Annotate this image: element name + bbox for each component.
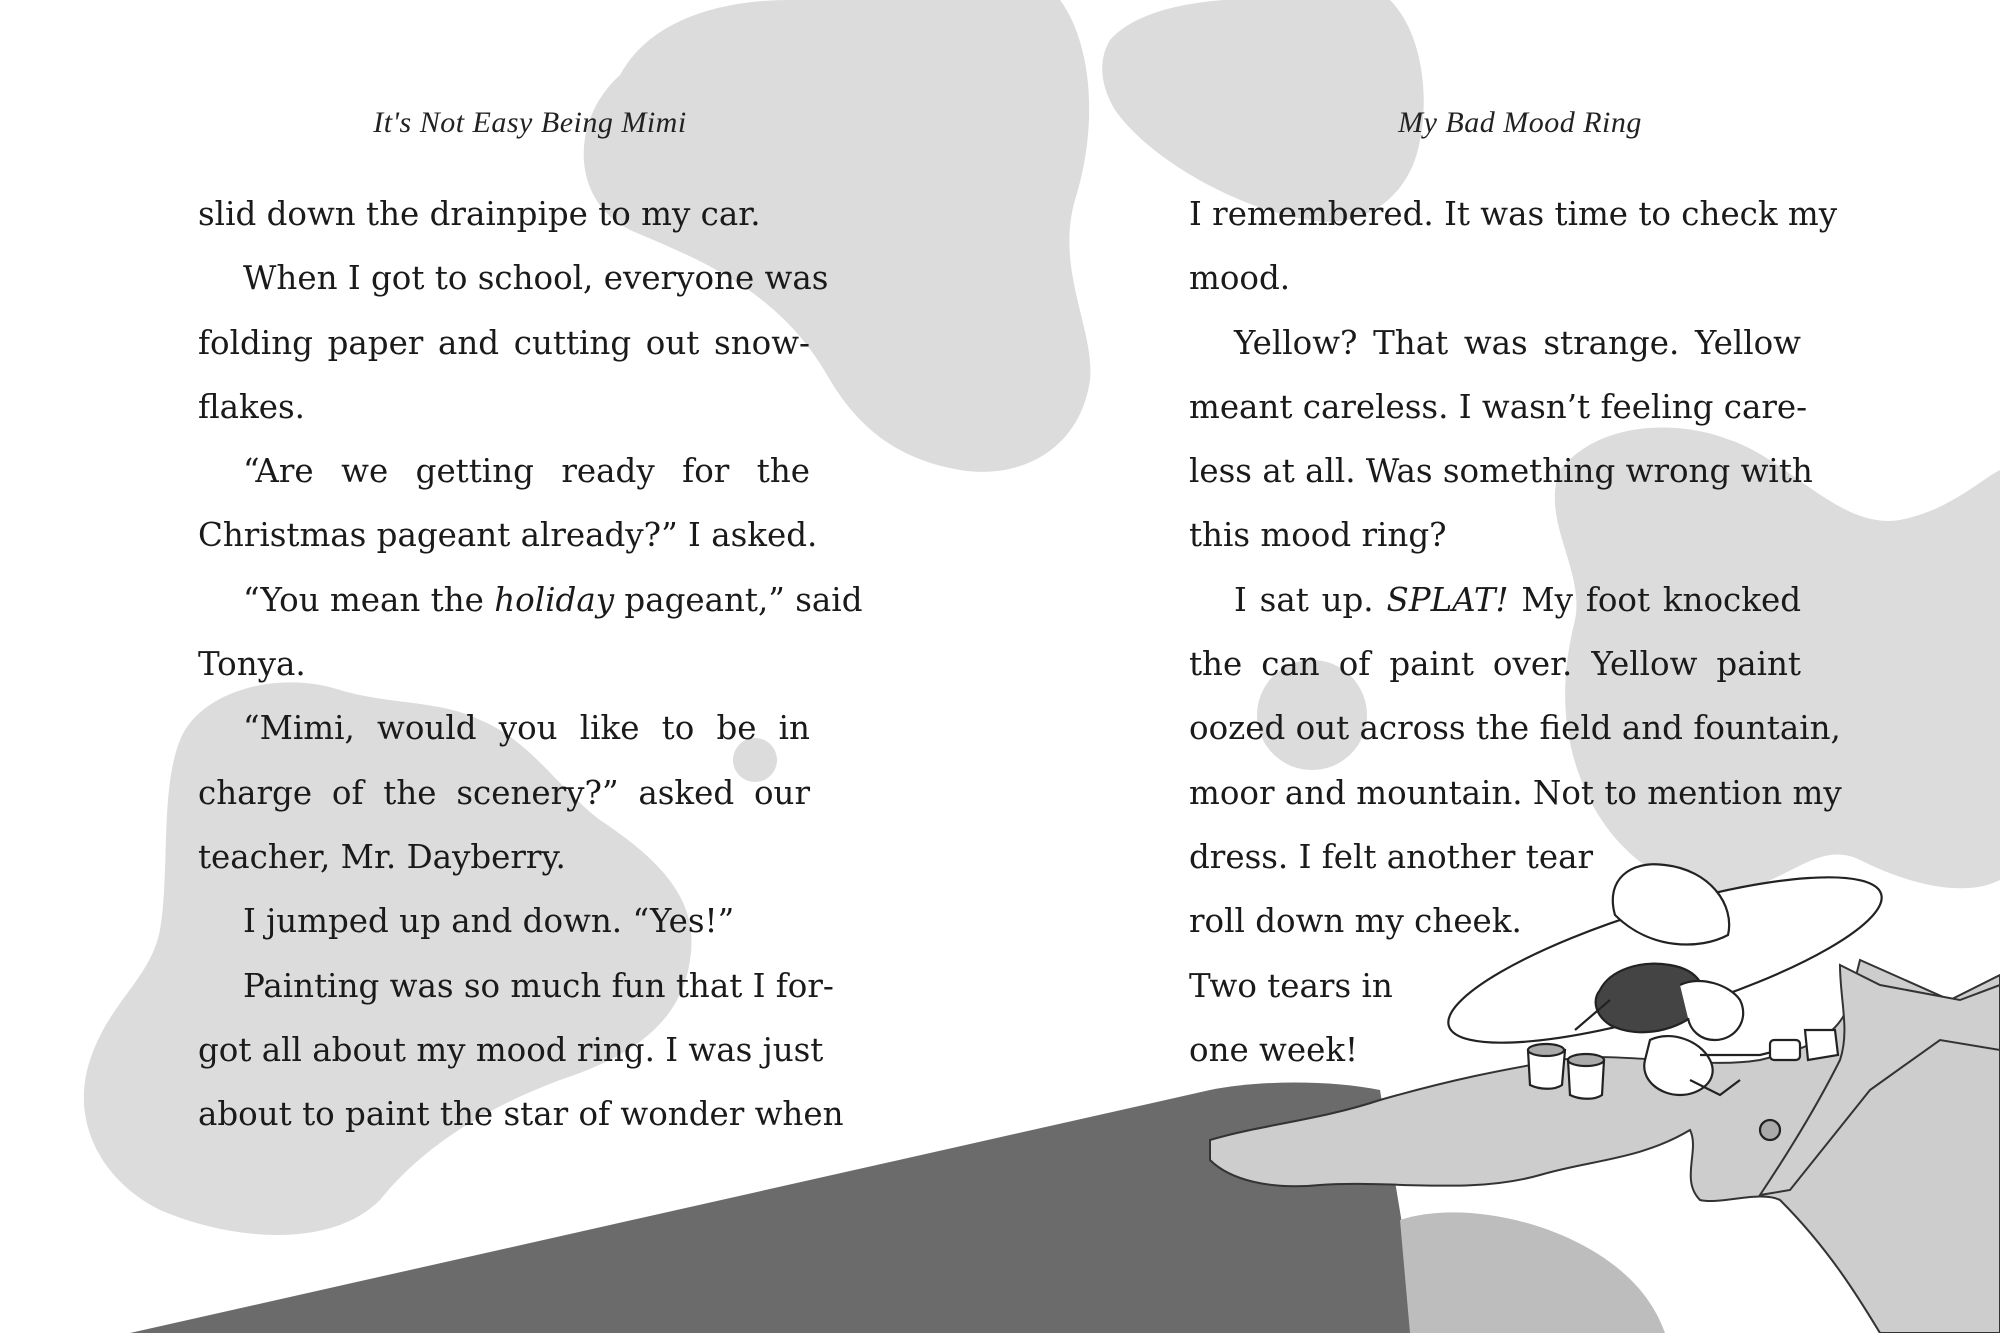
text-run: pageant,” said — [614, 580, 863, 619]
text-line: Painting was so much fun that I for- — [243, 966, 834, 1005]
text-line: about to paint the star of wonder when — [198, 1095, 844, 1134]
right-page-text — [1189, 182, 1842, 1082]
text-line: When I got to school, everyone was — [243, 259, 829, 298]
text-line: moor and mountain. Not to mention my — [1189, 773, 1842, 812]
text-line: “Are we getting ready for the — [243, 452, 810, 491]
text-line: teacher, Mr. Dayberry. — [198, 837, 566, 876]
text-run: “You mean the — [243, 580, 495, 619]
text-line: folding paper and cutting out snow- — [198, 323, 810, 362]
text-line: less at all. Was something wrong with — [1189, 452, 1813, 491]
text-line: dress. I felt another tear — [1189, 837, 1593, 876]
text-line: meant careless. I wasn’t feeling care- — [1189, 387, 1808, 426]
gray-hill — [1400, 1212, 1665, 1333]
text-line: this mood ring? — [1189, 516, 1447, 555]
text-line: Two tears in — [1189, 966, 1393, 1005]
text-run: I sat up. — [1234, 580, 1387, 619]
text-line: I jumped up and down. “Yes!” — [243, 902, 735, 941]
text-line: I remembered. It was time to check my — [1189, 195, 1838, 233]
text-line: got all about my mood ring. I was just — [198, 1030, 824, 1069]
text-run: My foot knocked — [1508, 580, 1801, 619]
text-line: mood. — [1189, 259, 1291, 298]
text-line: slid down the drainpipe to my car. — [198, 195, 761, 233]
text-line: Tonya. — [198, 645, 306, 684]
text-line: Yellow? That was strange. Yellow — [1234, 323, 1801, 362]
text-line: oozed out across the field and fountain, — [1189, 709, 1841, 748]
running-head-left: It's Not Easy Being Mimi — [373, 106, 687, 139]
text-line — [198, 568, 863, 632]
left-page-text — [198, 182, 863, 1146]
emphasis: holiday — [494, 580, 615, 619]
text-line: flakes. — [198, 387, 305, 426]
text-line: charge of the scenery?” asked our — [198, 773, 810, 812]
text-line: Christmas pageant already?” I asked. — [198, 516, 818, 555]
text-line — [1189, 568, 1801, 632]
text-line: the can of paint over. Yellow paint — [1189, 645, 1801, 684]
text-line: roll down my cheek. — [1189, 902, 1522, 941]
running-head-right: My Bad Mood Ring — [1398, 106, 1642, 139]
text-line: “Mimi, would you like to be in — [243, 709, 810, 748]
emphasis: SPLAT! — [1386, 580, 1509, 619]
text-line: one week! — [1189, 1030, 1359, 1069]
